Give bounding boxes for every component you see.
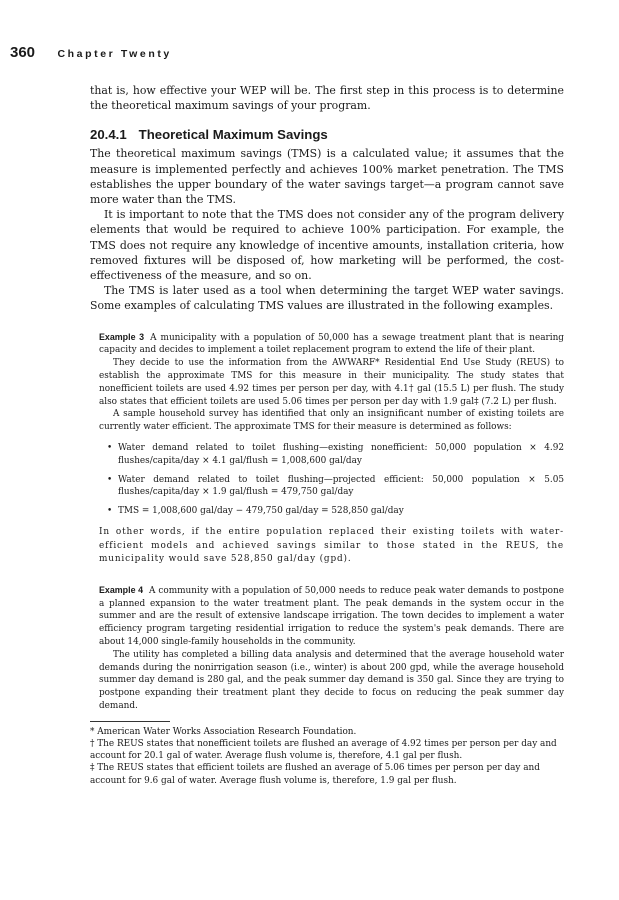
footnotes xyxy=(90,726,564,787)
example-3-label: Example 3 xyxy=(99,331,145,342)
footnote-divider xyxy=(90,721,170,722)
page-body xyxy=(90,83,564,787)
example-3 xyxy=(99,331,564,567)
paragraph-tms-scope: It is important to note that the TMS does not consider any of the program delivery elements that would be required to achieve 100% participation. For example, the TMS does not require any knowledge of incentive amounts, installation criteria, how removed fixtures will be disposed of, how marketing will be performed, the cost-effectiveness of the measure, and so on. xyxy=(90,208,564,283)
paragraph-tms-definition: The theoretical maximum savings (TMS) is a calculated value; it assumes that the measure is implemented perfectly and achieves 100% market penetration. The TMS establishes the upper boundary of the water savings target—a program cannot save more water than the TMS. xyxy=(90,147,564,207)
chapter-label: Chapter Twenty xyxy=(57,48,172,60)
example-3-lead-paragraph xyxy=(99,331,564,358)
example-4-lead: A community with a population of 50,000 needs to reduce peak water demands to postpone a planned expansion to the water treatment plant. The peak demands in the system occur in the summer and are the result of extensive landscape irrigation. The town decides to implement a water efficiency program targeting residential irrigation to reduce the system's peak demands. There are about 14,000 single-family households in the community. xyxy=(99,585,564,647)
section-number: 20.4.1 xyxy=(90,127,127,143)
example-4-billing-paragraph: The utility has completed a billing data analysis and determined that the average household water demands during the nonirrigation season (i.e., winter) is about 200 gpd, while the average household summer day demand is 280 gal, and the peak summer day demand is 350 gal. Since they are trying to postpone expanding their treatment plant they decide to focus on reducing the peak summer day demand. xyxy=(99,649,564,711)
list-item-text: Water demand related to toilet flushing—projected efficient: 50,000 population × 5.05 flushes/capita/day × 1.9 gal/flush = 479,750 gal/day xyxy=(118,474,564,498)
example-4-lead-paragraph xyxy=(99,584,564,649)
bullet-icon: • xyxy=(107,443,113,454)
list-item xyxy=(99,505,564,518)
footnote-asterisk: * American Water Works Association Research Foundation. xyxy=(90,726,357,737)
page-number: 360 xyxy=(10,44,36,61)
footnote-dagger: † The REUS states that nonefficient toilets are flushed an average of 4.92 times per person per day and account for 20.1 gal of water. Average flush volume is, therefore, 4.1 gal per flush. xyxy=(90,738,557,762)
example-3-study-paragraph: They decide to use the information from the AWWARF* Residential End Use Study (REUS) to establish the approximate TMS for this measure in their municipality. The study states that nonefficient toilets are used 4.92 times per person per day, with 4.1† gal (15.5 L) per flush. The study also states that efficient toilets are used 5.06 times per person per day with 1.9 gal‡ (7.2 L) per flush. xyxy=(99,358,564,407)
paragraph-tms-usage: The TMS is later used as a tool when determining the target WEP water savings. Some examples of calculating TMS values are illustrated in the following examples. xyxy=(90,284,564,313)
example-3-conclusion: In other words, if the entire population replaced their existing toilets with water-efficient models and achieved savings similar to those stated in the REUS, the municipality would save 528,850 gal/day (gpd). xyxy=(99,527,564,565)
intro-paragraph: that is, how effective your WEP will be. The first step in this process is to determine the theoretical maximum savings of your program. xyxy=(90,84,564,113)
list-item xyxy=(99,474,564,500)
example-3-survey-paragraph: A sample household survey has identified that only an insignificant number of existing toilets are currently water efficient. The approximate TMS for their measure is determined as follows: xyxy=(99,409,564,433)
list-item-text: TMS = 1,008,600 gal/day − 479,750 gal/day = 528,850 gal/day xyxy=(118,506,404,517)
example-4 xyxy=(99,584,564,713)
example-3-lead: A municipality with a population of 50,000 has a sewage treatment plant that is nearing capacity and decides to implement a toilet replacement program to extend the life of their plant. xyxy=(99,332,564,356)
list-item-text: Water demand related to toilet flushing—existing nonefficient: 50,000 population × 4.92 flushes/capita/day × 4.1 gal/flush = 1,008,600 gal/day xyxy=(118,443,564,466)
calculation-list xyxy=(99,442,564,518)
running-header xyxy=(10,44,172,60)
footnote-double-dagger: ‡ The REUS states that efficient toilets are flushed an average of 5.06 times per person per day and account for 9.6 gal of water. Average flush volume is, therefore, 1.9 gal per flush. xyxy=(90,763,540,786)
bullet-icon: • xyxy=(107,506,113,517)
bullet-icon: • xyxy=(107,474,113,485)
example-4-label: Example 4 xyxy=(99,584,144,595)
section-title: Theoretical Maximum Savings xyxy=(138,127,328,143)
list-item xyxy=(99,442,564,468)
section-heading xyxy=(90,127,564,142)
